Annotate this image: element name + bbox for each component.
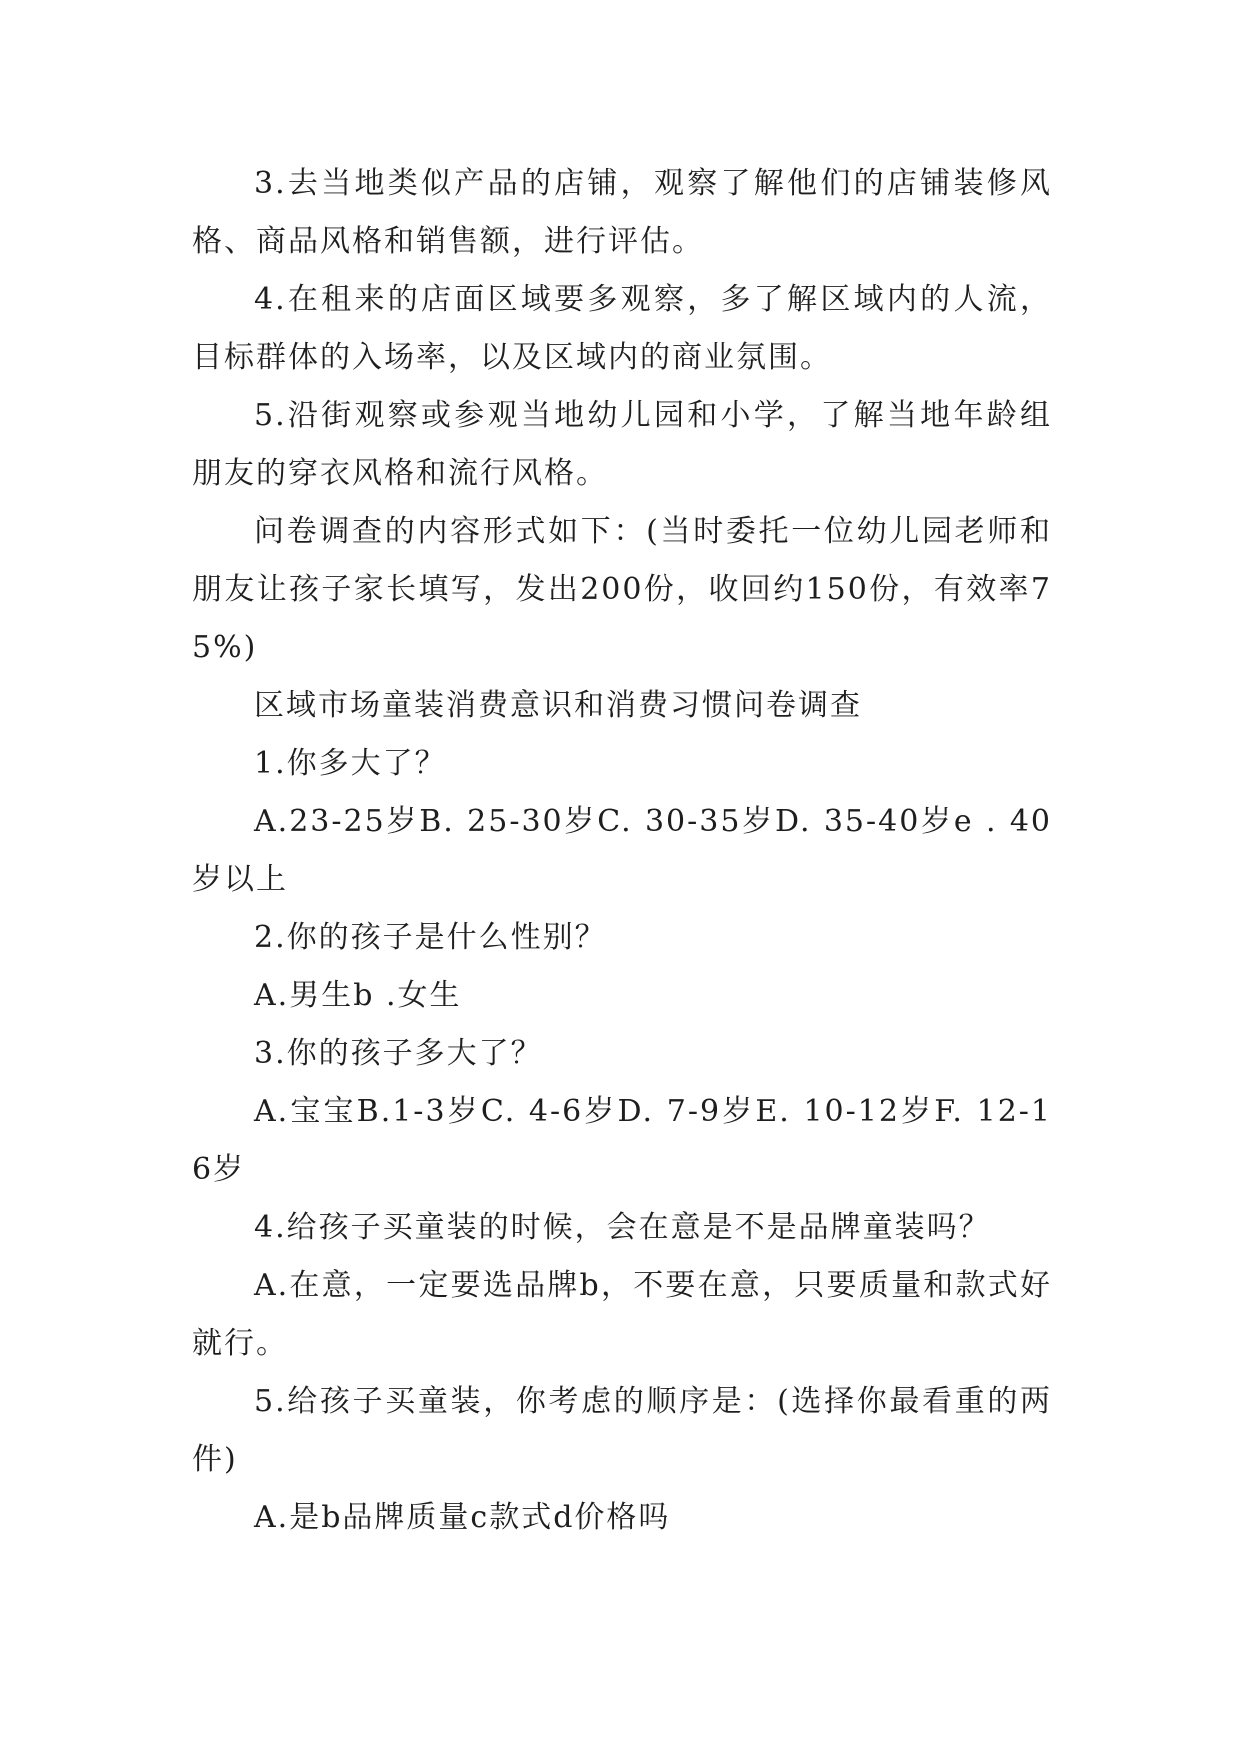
questionnaire-title: 区域市场童装消费意识和消费习惯问卷调查: [254, 688, 862, 723]
question-1-options: A.23-25岁B. 25-30岁C. 30-35岁D. 35-40岁e . 40岁以上: [192, 804, 1052, 897]
question-5-options: A.是b品牌质量c款式d价格吗: [254, 1500, 671, 1535]
document-body: [192, 155, 1052, 1547]
question-3: 3.你的孩子多大了？: [254, 1036, 543, 1071]
question-2: 2.你的孩子是什么性别？: [254, 920, 607, 955]
question-5: 5.给孩子买童装，你考虑的顺序是：(选择你最看重的两件): [192, 1384, 1052, 1477]
paragraph-research-step-3: 3.去当地类似产品的店铺，观察了解他们的店铺装修风格、商品风格和销售额，进行评估。: [192, 166, 1052, 259]
question-4: 4.给孩子买童装的时候，会在意是不是品牌童装吗？: [254, 1210, 991, 1245]
paragraph-research-step-5: 5.沿街观察或参观当地幼儿园和小学，了解当地年龄组朋友的穿衣风格和流行风格。: [192, 398, 1052, 491]
question-4-options: A.在意，一定要选品牌b，不要在意，只要质量和款式好就行。: [192, 1268, 1052, 1361]
question-1: 1.你多大了？: [254, 746, 447, 781]
paragraph-research-step-4: 4.在租来的店面区域要多观察，多了解区域内的人流，目标群体的入场率，以及区域内的商业氛围。: [192, 282, 1052, 375]
question-2-options: A.男生b .女生: [254, 978, 462, 1013]
paragraph-questionnaire-intro: 问卷调查的内容形式如下：(当时委托一位幼儿园老师和朋友让孩子家长填写，发出200份，收回约150份，有效率75%): [192, 514, 1052, 665]
question-3-options: A.宝宝B.1-3岁C. 4-6岁D. 7-9岁E. 10-12岁F. 12-16岁: [192, 1094, 1052, 1187]
